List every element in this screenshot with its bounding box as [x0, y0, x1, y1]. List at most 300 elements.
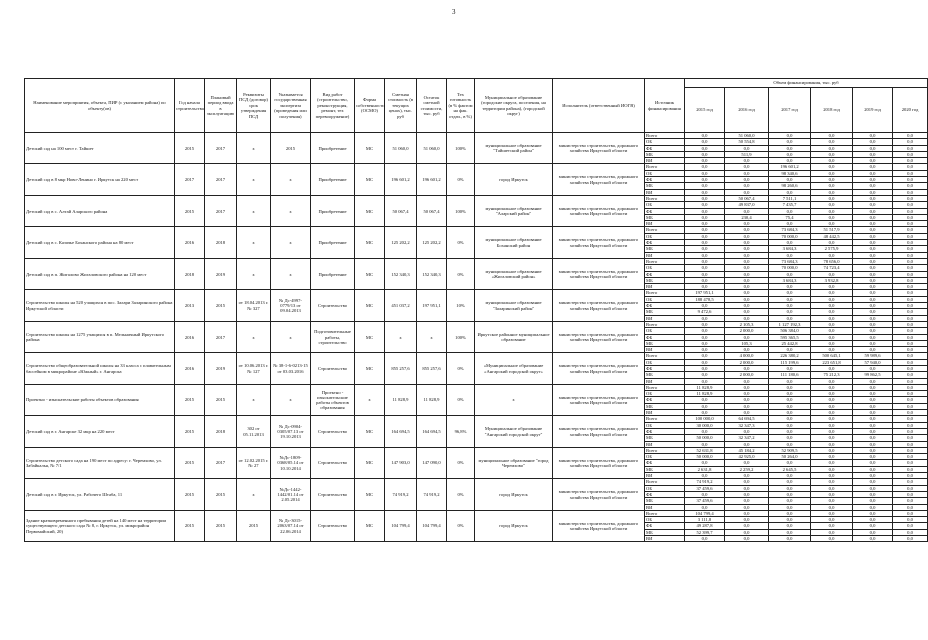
cell-amount: 0,0 [811, 529, 853, 535]
cell-amount: 0,0 [725, 227, 769, 233]
cell-amount: 0,0 [685, 372, 725, 378]
cell-start: 2015 [175, 447, 205, 478]
cell-amount: 64 694,5 [725, 416, 769, 422]
cell-balance: 164 694,5 [417, 416, 447, 447]
cell-amount: 0,0 [769, 460, 811, 466]
cell-amount: 0,0 [893, 365, 928, 371]
cell-amount: 0,0 [853, 498, 893, 504]
cell-amount: 0,0 [685, 252, 725, 258]
cell-balance: 197 951,1 [417, 290, 447, 321]
cell-amount: 0,0 [893, 473, 928, 479]
cell-amount: 0,0 [811, 378, 853, 384]
cell-amount: 0,0 [893, 447, 928, 453]
cell-gex: № Дс-3015-2063/07.14 от 22.06.2014 [271, 510, 311, 541]
cell-municipal: муниципальное образование "Тайшетский район" [475, 133, 553, 164]
cell-amount: 0,0 [893, 290, 928, 296]
cell-amount: 0,0 [685, 491, 725, 497]
cell-amount: 0,0 [725, 189, 769, 195]
cell-amount: 0,0 [811, 397, 853, 403]
cell-source: МБ [645, 498, 685, 504]
cell-amount: 0,0 [725, 221, 769, 227]
cell-start: 2015 [175, 195, 205, 226]
cell-amount: 3 111,8 [685, 517, 725, 523]
cell-amount: 0,0 [893, 202, 928, 208]
cell-cost: 104 799,4 [385, 510, 417, 541]
cell-work: Строительство [311, 416, 355, 447]
cell-amount: 0,0 [685, 397, 725, 403]
cell-source: ОБ [645, 296, 685, 302]
cell-amount: 98 260,6 [769, 183, 811, 189]
cell-amount: 0,0 [685, 403, 725, 409]
cell-municipal: город Иркутск [475, 510, 553, 541]
cell-amount: 0,0 [685, 284, 725, 290]
cell-amount: 0,0 [725, 271, 769, 277]
cell-amount: 0,0 [811, 510, 853, 516]
cell-amount: 0,0 [685, 214, 725, 220]
cell-amount: 0,0 [811, 422, 853, 428]
cell-source: ВИ [645, 189, 685, 195]
cell-start: 2016 [175, 227, 205, 258]
header-executor: Исполнитель (ответственный ИОГВ) [553, 79, 645, 133]
cell-amount: 0,0 [893, 158, 928, 164]
cell-cost: 855 257,6 [385, 353, 417, 384]
cell-source: ОБ [645, 328, 685, 334]
cell-amount: 0,0 [811, 365, 853, 371]
cell-amount: 0,0 [685, 221, 725, 227]
cell-amount: 0,0 [853, 454, 893, 460]
cell-amount: 0,0 [725, 536, 769, 542]
cell-source: ВИ [645, 504, 685, 510]
cell-source: ФБ [645, 240, 685, 246]
cell-amount: 0,0 [725, 208, 769, 214]
cell-amount: 2 575,9 [811, 246, 853, 252]
cell-source: МБ [645, 183, 685, 189]
cell-amount: 0,0 [893, 321, 928, 327]
cell-amount: 0,0 [725, 523, 769, 529]
cell-source: ВИ [645, 221, 685, 227]
cell-amount: 0,0 [893, 284, 928, 290]
cell-name: Строительство общеобразовательной школы на 33 класса с плавательным бассейном в микрорайоне «Южный» г. Ангарска [25, 353, 175, 384]
cell-form: МС [355, 321, 385, 352]
cell-amount: 0,0 [893, 133, 928, 139]
cell-amount: 50 067,4 [725, 195, 769, 201]
cell-source: ФБ [645, 428, 685, 434]
cell-executor: министерство строительства, дорожного хозяйства Иркутской области [553, 479, 645, 510]
cell-amount: 45 184,2 [725, 447, 769, 453]
cell-amount: 0,0 [769, 151, 811, 157]
cell-start: 2015 [175, 479, 205, 510]
cell-name: Здание кратковременного пребывания детей на 140 мест на территории существующего детского сада № 8, г. Иркутск, ул. микрорайон Первомайский, 20) [25, 510, 175, 541]
cell-source: ВИ [645, 284, 685, 290]
cell-amount: 0,0 [769, 365, 811, 371]
cell-amount: 0,0 [853, 246, 893, 252]
table-row [25, 510, 928, 516]
cell-amount: 0,0 [769, 479, 811, 485]
cell-amount: 0,0 [893, 170, 928, 176]
header-work: Вид работ (строительство, реконструкция, ремонт, тех перевооружение) [311, 79, 355, 133]
cell-amount: 0,0 [769, 284, 811, 290]
cell-amount: 0,0 [811, 447, 853, 453]
cell-cost: 74 919,2 [385, 479, 417, 510]
cell-amount: 0,0 [853, 303, 893, 309]
cell-amount: 230,4 [725, 214, 769, 220]
cell-amount: 0,0 [811, 195, 853, 201]
cell-source: ОБ [645, 422, 685, 428]
cell-amount: 0,0 [685, 195, 725, 201]
cell-amount: 0,0 [725, 510, 769, 516]
header-cost: Сметная стоимость (в текущих ценах), тыс. руб [385, 79, 417, 133]
cell-source: Всего [645, 479, 685, 485]
cell-amount: 0,0 [685, 145, 725, 151]
cell-amount: 50 554,8 [725, 139, 769, 145]
cell-start: 2016 [175, 353, 205, 384]
cell-amount: 0,0 [725, 309, 769, 315]
cell-balance: 104 799,4 [417, 510, 447, 541]
cell-amount: 2 000,0 [725, 359, 769, 365]
header-pd: Реквизиты ПСД (договор) срок утверждения ПСД [237, 79, 271, 133]
cell-amount: 0,0 [725, 410, 769, 416]
cell-plan: 2018 [205, 227, 237, 258]
cell-amount: 0,0 [893, 347, 928, 353]
cell-amount: 0,0 [853, 365, 893, 371]
cell-amount: 0,0 [893, 359, 928, 365]
cell-plan: 2017 [205, 321, 237, 352]
cell-amount: 0,0 [811, 347, 853, 353]
cell-executor: министерство строительства, дорожного хозяйства Иркутской области [553, 227, 645, 258]
cell-amount: 0,0 [725, 491, 769, 497]
header-form: Форма собственности (ОСМО) [355, 79, 385, 133]
cell-amount: 0,0 [725, 441, 769, 447]
cell-amount: 0,0 [811, 151, 853, 157]
cell-amount: 0,0 [725, 158, 769, 164]
cell-amount: 0,0 [853, 491, 893, 497]
cell-cost: х [385, 321, 417, 352]
header-year: 2020 год [893, 88, 928, 133]
cell-gex: №Дс-1442-1442/01.14 от 2.05.2014 [271, 479, 311, 510]
table-row [25, 384, 928, 390]
cell-plan: 2019 [205, 353, 237, 384]
table-row [25, 447, 928, 453]
cell-gex: 2015 [271, 133, 311, 164]
cell-amount: 0,0 [893, 460, 928, 466]
table-row [25, 258, 928, 264]
cell-amount: 0,0 [685, 473, 725, 479]
cell-source: ВИ [645, 252, 685, 258]
cell-amount: 0,0 [893, 441, 928, 447]
cell-work: Строительство [311, 479, 355, 510]
cell-amount: 11 828,9 [685, 391, 725, 397]
cell-amount: 0,0 [893, 498, 928, 504]
cell-amount: 0,0 [893, 340, 928, 346]
cell-amount: 0,0 [769, 504, 811, 510]
cell-amount: 49 287,8 [685, 523, 725, 529]
cell-cost: 51 060,0 [385, 133, 417, 164]
cell-amount: 0,0 [893, 384, 928, 390]
cell-amount: 4 000,0 [725, 353, 769, 359]
cell-amount: 0,0 [853, 517, 893, 523]
cell-amount: 51 060,0 [725, 133, 769, 139]
cell-name: Детский сад в г. Ангарске 32 мкр на 220 мест [25, 416, 175, 447]
cell-amount: 0,0 [811, 517, 853, 523]
cell-source: ВИ [645, 441, 685, 447]
cell-amount: 0,0 [853, 384, 893, 390]
cell-source: МБ [645, 151, 685, 157]
cell-source: МБ [645, 214, 685, 220]
cell-name: Детский сад на 100 мест г. Тайшет [25, 133, 175, 164]
cell-ready: 96,8% [447, 416, 475, 447]
cell-source: ФБ [645, 523, 685, 529]
cell-amount: 0,0 [725, 284, 769, 290]
cell-amount: 3 684,3 [769, 246, 811, 252]
cell-pd: х [237, 227, 271, 258]
cell-amount: 0,0 [811, 416, 853, 422]
cell-amount: 0,0 [811, 504, 853, 510]
cell-amount: 0,0 [725, 498, 769, 504]
cell-ready: 100% [447, 321, 475, 352]
cell-amount: 1 127 192,3 [769, 321, 811, 327]
cell-gex: х [271, 258, 311, 289]
cell-amount: 0,0 [893, 177, 928, 183]
cell-amount: 0,0 [769, 296, 811, 302]
cell-amount: 0,0 [853, 258, 893, 264]
cell-work: Приобретение [311, 258, 355, 289]
cell-work: Подготовительные работы, строительство [311, 321, 355, 352]
cell-pd: от 12.02.2015 г. № 27 [237, 447, 271, 478]
cell-source: ВИ [645, 158, 685, 164]
cell-balance: 152 340,3 [417, 258, 447, 289]
cell-ready: 100% [447, 133, 475, 164]
cell-start: 2016 [175, 321, 205, 352]
cell-amount: 100 000,0 [685, 416, 725, 422]
cell-municipal: муниципальное образование "Аларский район" [475, 195, 553, 226]
cell-amount: 0,0 [893, 315, 928, 321]
table-row [25, 416, 928, 422]
cell-amount: 0,0 [725, 145, 769, 151]
cell-executor: министерство строительства, дорожного хозяйства Иркутской области [553, 133, 645, 164]
cell-amount: 0,0 [685, 202, 725, 208]
cell-source: ФБ [645, 177, 685, 183]
cell-source: МБ [645, 529, 685, 535]
cell-amount: 0,0 [853, 403, 893, 409]
cell-amount: 0,0 [853, 321, 893, 327]
cell-executor: министерство строительства, дорожного хозяйства Иркутской области [553, 258, 645, 289]
cell-amount: 2 631,8 [685, 466, 725, 472]
cell-source: Всего [645, 447, 685, 453]
cell-amount: 0,0 [811, 460, 853, 466]
cell-amount: 0,0 [893, 145, 928, 151]
cell-amount: 0,0 [853, 189, 893, 195]
cell-balance: 125 202,2 [417, 227, 447, 258]
cell-amount: 49 837,0 [725, 202, 769, 208]
cell-amount: 0,0 [853, 202, 893, 208]
cell-source: ВИ [645, 347, 685, 353]
cell-amount: 0,0 [725, 177, 769, 183]
cell-amount: 0,0 [725, 277, 769, 283]
cell-source: ВИ [645, 536, 685, 542]
cell-ready: 0% [447, 447, 475, 478]
cell-amount: 0,0 [725, 479, 769, 485]
cell-source: Всего [645, 416, 685, 422]
cell-source: ОБ [645, 139, 685, 145]
cell-amount: 73 684,3 [769, 227, 811, 233]
cell-gex: № 38-1-6-0213-15 от 03.03.2016 [271, 353, 311, 384]
cell-amount: 0,0 [853, 391, 893, 397]
cell-amount: 0,0 [853, 334, 893, 340]
cell-amount: 0,0 [685, 428, 725, 434]
cell-amount: 70 000,0 [769, 233, 811, 239]
cell-amount: 0,0 [853, 410, 893, 416]
cell-cost: 152 340,3 [385, 258, 417, 289]
cell-start: 2015 [175, 510, 205, 541]
cell-amount: 511,9 [725, 151, 769, 157]
cell-amount: 0,0 [893, 240, 928, 246]
cell-amount: 0,0 [893, 422, 928, 428]
cell-amount: 0,0 [725, 334, 769, 340]
cell-amount: 0,0 [725, 378, 769, 384]
cell-amount: 0,0 [893, 428, 928, 434]
cell-amount: 104 799,4 [685, 510, 725, 516]
cell-amount: 0,0 [893, 303, 928, 309]
cell-amount: 500 645,1 [811, 353, 853, 359]
header-balance: Остаток сметной стоимости, тыс. руб [417, 79, 447, 133]
cell-pd: х [237, 133, 271, 164]
cell-amount: 37 459,6 [685, 498, 725, 504]
cell-source: ОБ [645, 391, 685, 397]
cell-amount: 0,0 [685, 271, 725, 277]
cell-amount: 0,0 [725, 460, 769, 466]
cell-source: МБ [645, 372, 685, 378]
cell-source: ФБ [645, 145, 685, 151]
cell-gex: х [271, 321, 311, 352]
cell-pd: 2015 [237, 510, 271, 541]
cell-amount: 0,0 [853, 271, 893, 277]
cell-amount: 0,0 [811, 321, 853, 327]
cell-amount: 0,0 [893, 309, 928, 315]
cell-gex: х [271, 384, 311, 415]
cell-plan: 2015 [205, 479, 237, 510]
cell-balance: 11 828,9 [417, 384, 447, 415]
cell-balance: 74 919,2 [417, 479, 447, 510]
cell-amount: 0,0 [893, 435, 928, 441]
cell-form: МС [355, 416, 385, 447]
cell-amount: 0,0 [685, 151, 725, 157]
cell-amount: 0,0 [725, 246, 769, 252]
cell-amount: 0,0 [893, 517, 928, 523]
cell-amount: 0,0 [725, 296, 769, 302]
cell-amount: 188 478,5 [685, 296, 725, 302]
cell-amount: 0,0 [853, 422, 893, 428]
header-start: Год начала строительства [175, 79, 205, 133]
header-plan: Плановый период ввода в эксплуатацию [205, 79, 237, 133]
cell-amount: 2 105,3 [725, 321, 769, 327]
cell-source: Всего [645, 258, 685, 264]
cell-source: МБ [645, 277, 685, 283]
cell-amount: 0,0 [769, 391, 811, 397]
cell-amount: 0,0 [853, 466, 893, 472]
header-municipal: Муниципальное образование (городские округа, поселения, на территории района), (городской округ) [475, 79, 553, 133]
cell-municipal: х [475, 384, 553, 415]
cell-pd: х [237, 384, 271, 415]
cell-source: ФБ [645, 271, 685, 277]
cell-executor: министерство строительства, дорожного хозяйства Иркутской области [553, 321, 645, 352]
cell-municipal: муниципальное образование «Жигаловский район» [475, 258, 553, 289]
cell-amount: 0,0 [811, 441, 853, 447]
table-row [25, 164, 928, 170]
cell-amount: 0,0 [853, 252, 893, 258]
cell-balance: 196 601,2 [417, 164, 447, 195]
cell-amount: 52 909,5 [769, 447, 811, 453]
cell-source: ФБ [645, 397, 685, 403]
cell-amount: 197 951,1 [685, 290, 725, 296]
cell-amount: 0,0 [893, 536, 928, 542]
cell-amount: 0,0 [893, 410, 928, 416]
cell-amount: 0,0 [853, 435, 893, 441]
cell-amount: 0,0 [769, 473, 811, 479]
cell-amount: 0,0 [853, 145, 893, 151]
cell-amount: 0,0 [685, 410, 725, 416]
cell-ready: 10% [447, 290, 475, 321]
cell-amount: 0,0 [769, 271, 811, 277]
cell-amount: 0,0 [685, 359, 725, 365]
cell-amount: 0,0 [685, 536, 725, 542]
cell-amount: 99 862,5 [853, 372, 893, 378]
cell-form: МС [355, 227, 385, 258]
cell-amount: 98 340,6 [769, 170, 811, 176]
finance-table [24, 78, 928, 542]
cell-source: ФБ [645, 460, 685, 466]
cell-cost: 50 067,4 [385, 195, 417, 226]
cell-amount: 0,0 [685, 460, 725, 466]
cell-amount: 0,0 [853, 208, 893, 214]
cell-amount: 0,0 [811, 384, 853, 390]
cell-amount: 57 940,0 [853, 359, 893, 365]
cell-amount: 595 365,5 [769, 334, 811, 340]
cell-amount: 0,0 [853, 441, 893, 447]
cell-name: Детский сад в с. Алтай Аларского района [25, 195, 175, 226]
cell-pd: х [237, 258, 271, 289]
cell-source: Всего [645, 321, 685, 327]
cell-work: Приобретение [311, 195, 355, 226]
cell-gex: № Дс-0904-0305/07.13 от 19.10.2013 [271, 416, 311, 447]
cell-cost: 164 694,5 [385, 416, 417, 447]
cell-amount: 0,0 [853, 221, 893, 227]
cell-start: 2013 [175, 290, 205, 321]
cell-amount: 0,0 [725, 164, 769, 170]
cell-amount: 0,0 [811, 183, 853, 189]
cell-amount: 0,0 [811, 303, 853, 309]
cell-executor: министерство строительства, дорожного хозяйства Иркутской области [553, 510, 645, 541]
cell-amount: 0,0 [811, 177, 853, 183]
cell-amount: 0,0 [685, 133, 725, 139]
cell-amount: 0,0 [769, 290, 811, 296]
cell-amount: 0,0 [769, 347, 811, 353]
cell-amount: 0,0 [685, 183, 725, 189]
cell-amount: 0,0 [811, 252, 853, 258]
cell-plan: 2015 [205, 290, 237, 321]
cell-plan: 2018 [205, 416, 237, 447]
cell-executor: министерство строительства, дорожного хозяйства Иркутской области [553, 384, 645, 415]
cell-amount: 2 000,0 [725, 328, 769, 334]
cell-amount: 25 442,8 [769, 340, 811, 346]
cell-amount: 0,0 [685, 315, 725, 321]
cell-amount: 0,0 [853, 233, 893, 239]
cell-amount: 50 000,0 [685, 435, 725, 441]
cell-municipal: Иркутское районное муниципальное образование [475, 321, 553, 352]
cell-amount: 52 399,7 [685, 529, 725, 535]
cell-amount: 0,0 [893, 403, 928, 409]
cell-amount: 70 000,0 [769, 265, 811, 271]
cell-amount: 0,0 [685, 365, 725, 371]
